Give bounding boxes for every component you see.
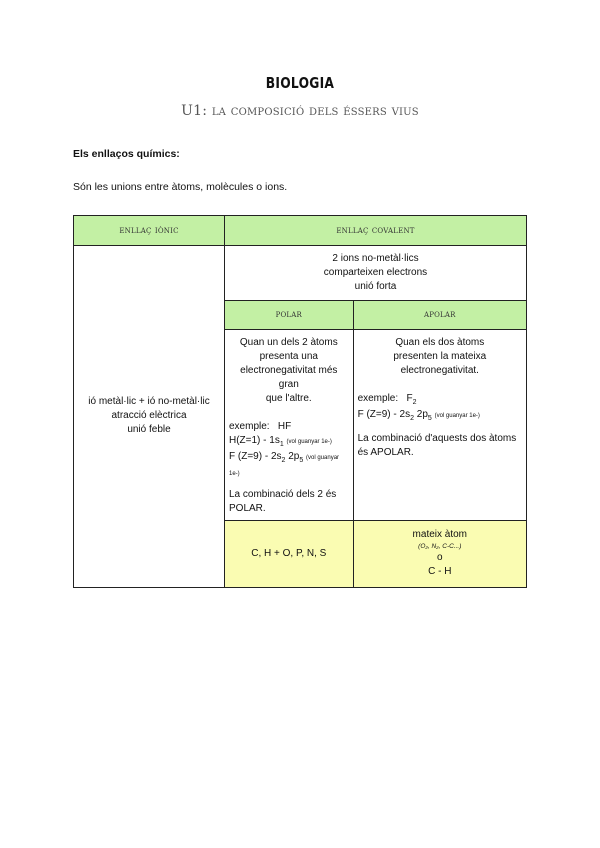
f-config-text-b: 2p	[413, 408, 428, 420]
polar-example	[229, 420, 349, 434]
polar-desc-line: electronegativitat més gran	[240, 365, 338, 390]
same-atom-label: mateix àtom	[412, 529, 468, 541]
apolar-conclusion: La combinació d'aquests dos àtoms és APOLAR.	[357, 432, 517, 458]
f-config-sup-a: 2	[281, 456, 286, 464]
apolar-example-label: exemple:	[357, 393, 399, 404]
apolar-example-sub: 2	[412, 399, 417, 406]
covalent-line: unió forta	[354, 281, 397, 292]
ionic-bond-header: enllaç iònic	[74, 216, 225, 246]
polar-h-config	[229, 434, 349, 450]
covalent-bond-description	[225, 246, 527, 301]
polar-f-config	[229, 450, 349, 480]
ionic-line: atracció elèctrica	[111, 410, 187, 422]
ionic-line: ió metàl·lic + ió no-metàl·lic	[88, 396, 210, 408]
ionic-line: unió feble	[127, 424, 171, 436]
covalent-line: 2 ions no-metàl·lics	[332, 253, 419, 264]
section-heading: Els enllaços químics:	[73, 148, 180, 160]
f-config-note: (vol guanyar 1e-)	[229, 454, 340, 477]
apolar-examples-cell	[353, 520, 526, 587]
covalent-bond-header: enllaç covalent	[225, 216, 527, 246]
apolar-description-cell	[353, 330, 526, 521]
polar-example-label: exemple:	[229, 421, 270, 432]
polar-example-molecule: HF	[277, 421, 292, 432]
ionic-bond-description	[74, 246, 225, 588]
f-config-note: (vol guanyar 1e-)	[434, 412, 480, 419]
polar-desc-line: que l'altre.	[265, 393, 312, 404]
h-config-text: H(Z=1) - 1s	[229, 435, 280, 446]
polar-description-cell	[225, 330, 354, 521]
polar-header: polar	[225, 301, 354, 330]
polar-elements: C, H + O, P, N, S	[251, 547, 327, 559]
h-config-sup: 1	[279, 441, 284, 448]
or-label: o	[437, 552, 443, 564]
covalent-line: comparteixen electrons	[323, 267, 428, 278]
apolar-header: apolar	[353, 301, 526, 330]
apolar-f-config	[358, 408, 522, 424]
polar-elements-cell	[225, 520, 354, 587]
ch-label: C - H	[428, 566, 452, 578]
polar-desc-line: Quan un dels 2 àtoms	[239, 337, 338, 348]
apolar-example	[358, 392, 522, 408]
h-config-note: (vol guanyar 1e-)	[286, 439, 332, 445]
f-config-sup-b: 5	[427, 414, 432, 422]
page-title: BIOLOGIA	[265, 74, 335, 92]
polar-conclusion: La combinació dels 2 és POLAR.	[229, 488, 337, 514]
f-config-text-a: F (Z=9) - 2s	[229, 450, 282, 462]
intro-text: Són les unions entre àtoms, molècules o ions.	[73, 181, 288, 193]
apolar-desc-line: presenten la mateixa	[393, 351, 487, 362]
apolar-desc-line: electronegativitat.	[400, 365, 479, 376]
f-config-sup-a: 2	[410, 414, 414, 422]
bonds-table	[73, 215, 527, 588]
polar-desc-line: presenta una	[259, 351, 318, 362]
apolar-example-molecule: F	[406, 393, 413, 404]
same-atom-examples: (O₂, N₂, C-C...)	[418, 543, 462, 551]
f-config-sup-b: 5	[299, 456, 304, 464]
apolar-desc-line: Quan els dos àtoms	[395, 337, 485, 348]
f-config-text-b: 2p	[285, 450, 300, 462]
f-config-text-a: F (Z=9) - 2s	[357, 408, 411, 420]
page-subtitle: U1: la composició dels éssers vius	[181, 103, 419, 119]
